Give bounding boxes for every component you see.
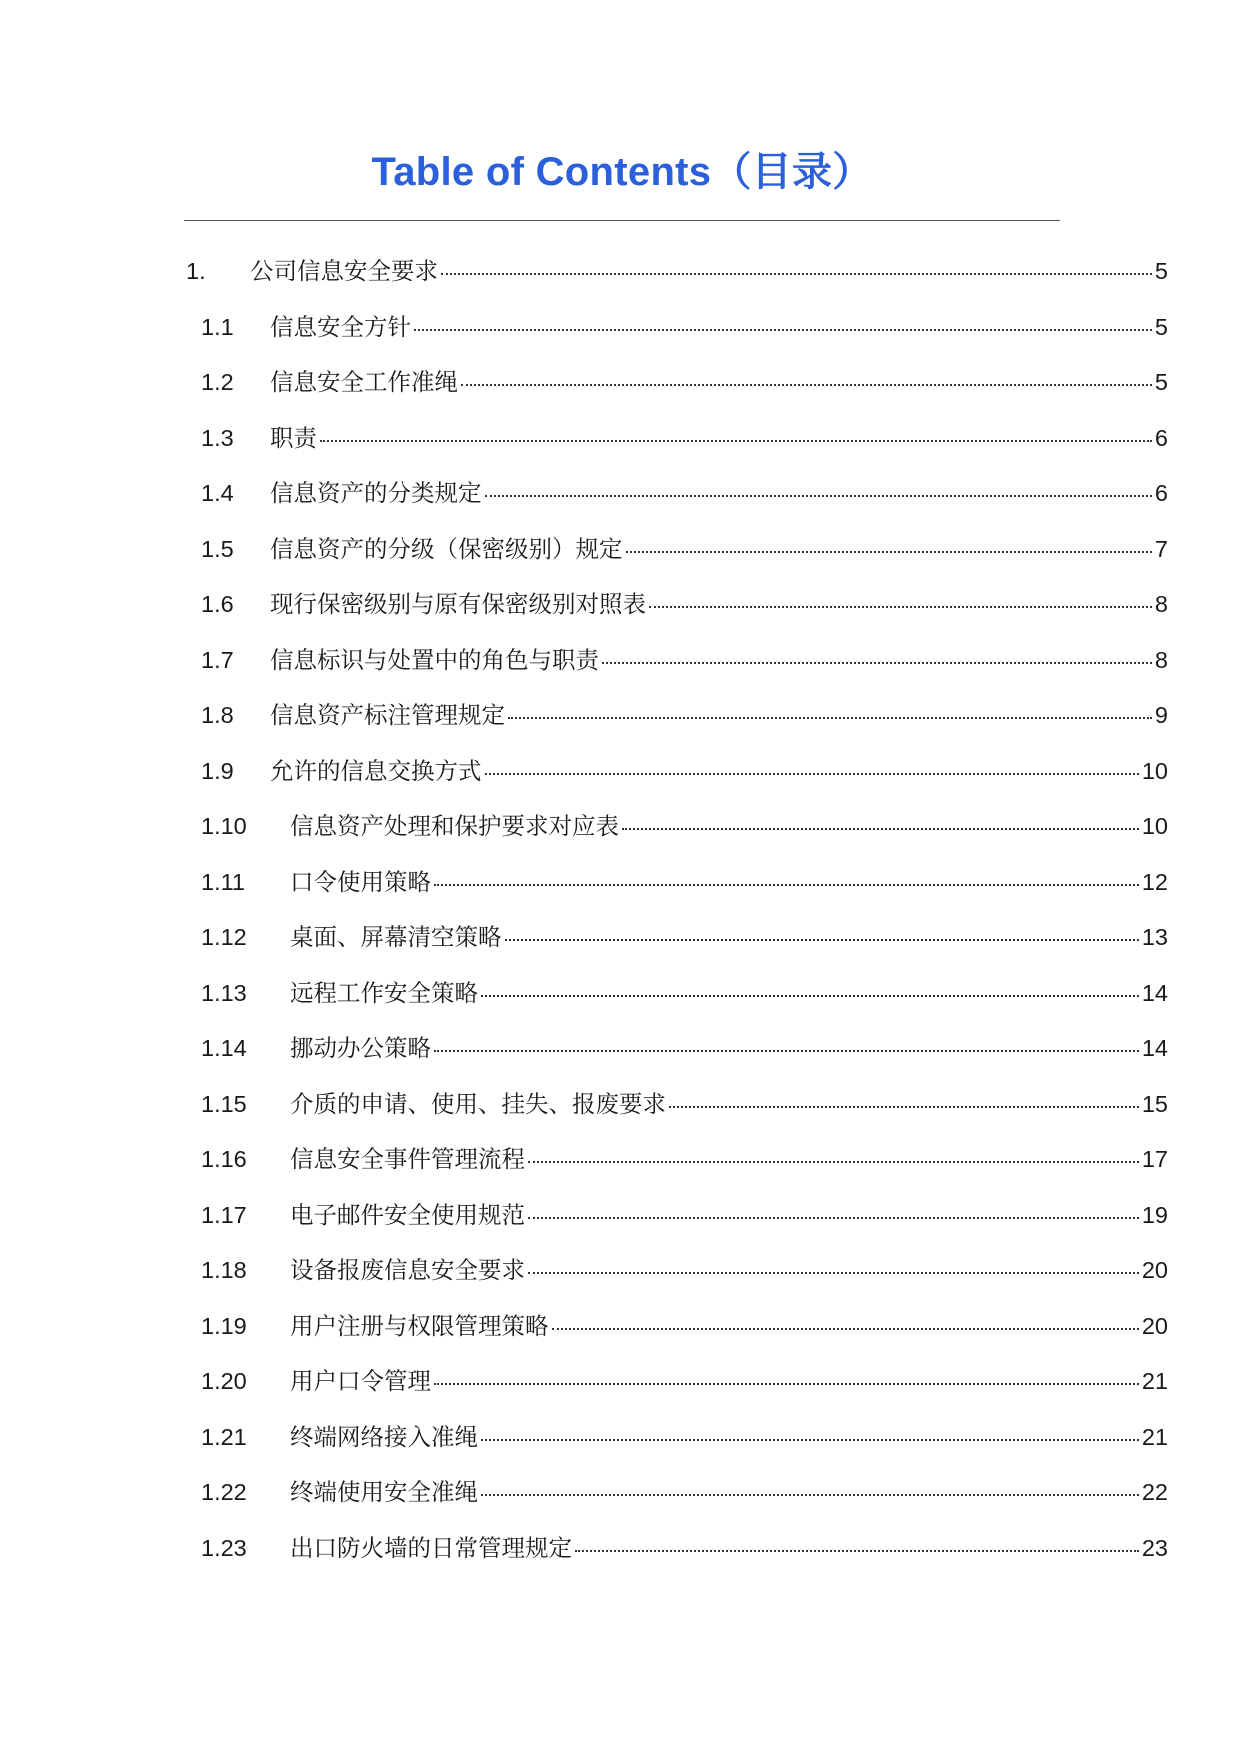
toc-entry-number: 1.1	[201, 313, 234, 340]
toc-entry-page-number: 9	[1154, 702, 1168, 728]
dot-leader	[552, 1327, 1139, 1330]
toc-entry-number: 1.8	[201, 702, 234, 728]
toc-entry[interactable]	[186, 306, 1168, 362]
toc-entry[interactable]	[186, 1194, 1168, 1250]
toc-entry-number: 1.7	[201, 646, 234, 673]
dot-leader	[602, 661, 1152, 664]
toc-entry-page-number: 12	[1141, 868, 1168, 895]
toc-entry-page-number: 20	[1141, 1312, 1168, 1339]
toc-entry-title: 终端使用安全准绳	[290, 1479, 478, 1505]
toc-entry-page-number: 19	[1141, 1201, 1168, 1228]
dot-leader	[481, 1493, 1139, 1496]
toc-entry-page-number: 21	[1141, 1423, 1168, 1450]
dot-leader	[528, 1216, 1139, 1219]
dot-leader	[626, 550, 1152, 553]
toc-entry[interactable]	[186, 1305, 1168, 1361]
toc-entry-page-number: 20	[1141, 1257, 1168, 1283]
toc-entry[interactable]	[186, 694, 1168, 750]
toc-entry-page-number: 23	[1141, 1534, 1168, 1561]
toc-entry-title: 信息安全事件管理流程	[290, 1146, 525, 1172]
toc-entry-title: 桌面、屏幕清空策略	[290, 924, 502, 950]
dot-leader	[528, 1271, 1139, 1274]
toc-entry-number: 1.14	[201, 1035, 247, 1061]
title-divider	[184, 220, 1060, 221]
toc-entry-page-number: 5	[1154, 313, 1168, 340]
toc-entry-title: 出口防火墙的日常管理规定	[290, 1534, 572, 1561]
dot-leader	[669, 1105, 1139, 1108]
toc-entry-title: 信息安全工作准绳	[270, 369, 458, 395]
toc-entry-page-number: 6	[1154, 424, 1168, 451]
toc-entry-page-number: 5	[1154, 258, 1168, 284]
toc-entry-number: 1.18	[201, 1257, 247, 1283]
toc-entry[interactable]	[186, 1527, 1168, 1583]
toc-entry[interactable]	[186, 861, 1168, 917]
toc-entry-page-number: 17	[1141, 1146, 1168, 1172]
toc-entry-number: 1.20	[201, 1368, 247, 1394]
toc-entry[interactable]	[186, 972, 1168, 1028]
toc-entry-number: 1.17	[201, 1201, 247, 1228]
toc-entry-page-number: 10	[1141, 757, 1168, 784]
toc-entry[interactable]	[186, 1416, 1168, 1472]
toc-entry-title: 信息资产处理和保护要求对应表	[290, 813, 619, 839]
toc-entry-number: 1.5	[201, 535, 234, 562]
toc-entry-title: 信息标识与处置中的角色与职责	[270, 646, 599, 673]
toc-entry[interactable]	[186, 1027, 1168, 1083]
toc-entry-number: 1.9	[201, 757, 234, 784]
dot-leader	[485, 772, 1139, 775]
dot-leader	[481, 1438, 1139, 1441]
dot-leader	[441, 272, 1152, 275]
toc-entry-number: 1.6	[201, 591, 234, 617]
toc-entry-title: 口令使用策略	[290, 868, 431, 895]
toc-entry-number: 1.	[186, 258, 206, 284]
toc-entry-title: 设备报废信息安全要求	[290, 1257, 525, 1283]
toc-entry-page-number: 22	[1141, 1479, 1168, 1505]
dot-leader	[434, 1382, 1139, 1385]
toc-entry-number: 1.10	[201, 813, 247, 839]
toc-entry-number: 1.13	[201, 979, 247, 1006]
toc-entry-page-number: 6	[1154, 480, 1168, 506]
toc-entry-page-number: 10	[1141, 813, 1168, 839]
toc-entry[interactable]	[186, 472, 1168, 528]
toc-entry-page-number: 15	[1141, 1090, 1168, 1117]
toc-entry-page-number: 14	[1141, 1035, 1168, 1061]
toc-entry-number: 1.4	[201, 480, 234, 506]
toc-entry-title: 信息安全方针	[270, 313, 411, 340]
toc-entry-number: 1.12	[201, 924, 247, 950]
dot-leader	[320, 439, 1152, 442]
dot-leader	[649, 605, 1152, 608]
toc-entry-number: 1.11	[201, 868, 245, 895]
toc-entry[interactable]	[186, 1138, 1168, 1194]
toc-entry-number: 1.23	[201, 1534, 247, 1561]
toc-entry-number: 1.22	[201, 1479, 247, 1505]
dot-leader	[528, 1160, 1139, 1163]
toc-entry-number: 1.15	[201, 1090, 247, 1117]
toc-entry-title: 介质的申请、使用、挂失、报废要求	[290, 1090, 666, 1117]
toc-entry-title: 用户注册与权限管理策略	[290, 1312, 549, 1339]
toc-entry-page-number: 5	[1154, 369, 1168, 395]
toc-entry-title: 远程工作安全策略	[290, 979, 478, 1006]
toc-entry-page-number: 8	[1154, 646, 1168, 673]
toc-entry[interactable]	[186, 528, 1168, 584]
toc-entry[interactable]	[186, 639, 1168, 695]
dot-leader	[505, 938, 1139, 941]
toc-entry-number: 1.21	[201, 1423, 247, 1450]
toc-entry[interactable]	[186, 417, 1168, 473]
toc-entry-page-number: 14	[1141, 979, 1168, 1006]
toc-entry-page-number: 21	[1141, 1368, 1168, 1394]
toc-entry-title: 电子邮件安全使用规范	[290, 1201, 525, 1228]
toc-entry[interactable]	[186, 250, 1168, 306]
toc-entry-number: 1.2	[201, 369, 234, 395]
toc-entry-number: 1.16	[201, 1146, 247, 1172]
dot-leader	[434, 883, 1139, 886]
dot-leader	[434, 1049, 1139, 1052]
toc-entry-title: 公司信息安全要求	[250, 258, 438, 284]
toc-title: Table of Contents（目录）	[371, 150, 873, 194]
toc-entry-title: 信息资产标注管理规定	[270, 702, 505, 728]
toc-entry[interactable]	[186, 1471, 1168, 1527]
toc-entry-title: 职责	[270, 424, 317, 451]
toc-entry[interactable]	[186, 805, 1168, 861]
dot-leader	[622, 827, 1139, 830]
dot-leader	[575, 1549, 1139, 1552]
dot-leader	[414, 328, 1152, 331]
toc-entry[interactable]	[186, 1249, 1168, 1305]
toc-entry[interactable]	[186, 916, 1168, 972]
toc-entry-title: 信息资产的分类规定	[270, 480, 482, 506]
toc-entry-page-number: 7	[1154, 535, 1168, 562]
toc-entry[interactable]	[186, 1360, 1168, 1416]
toc-entry[interactable]	[186, 583, 1168, 639]
toc-entry-number: 1.3	[201, 424, 234, 451]
toc-entry[interactable]	[186, 361, 1168, 417]
toc-entry-title: 用户口令管理	[290, 1368, 431, 1394]
toc-entry-title: 终端网络接入准绳	[290, 1423, 478, 1450]
toc-entry-title: 允许的信息交换方式	[270, 757, 482, 784]
toc-entry[interactable]	[186, 1083, 1168, 1139]
toc-entry-number: 1.19	[201, 1312, 247, 1339]
dot-leader	[481, 994, 1139, 997]
toc-entry-page-number: 8	[1154, 591, 1168, 617]
toc-entry-title: 现行保密级别与原有保密级别对照表	[270, 591, 646, 617]
dot-leader	[461, 383, 1152, 386]
toc-entry-title: 信息资产的分级（保密级别）规定	[270, 535, 623, 562]
dot-leader	[485, 494, 1152, 497]
toc-entry[interactable]	[186, 750, 1168, 806]
dot-leader	[508, 716, 1152, 719]
toc-entry-title: 挪动办公策略	[290, 1035, 431, 1061]
toc-list	[186, 250, 1168, 1582]
toc-entry-page-number: 13	[1141, 924, 1168, 950]
